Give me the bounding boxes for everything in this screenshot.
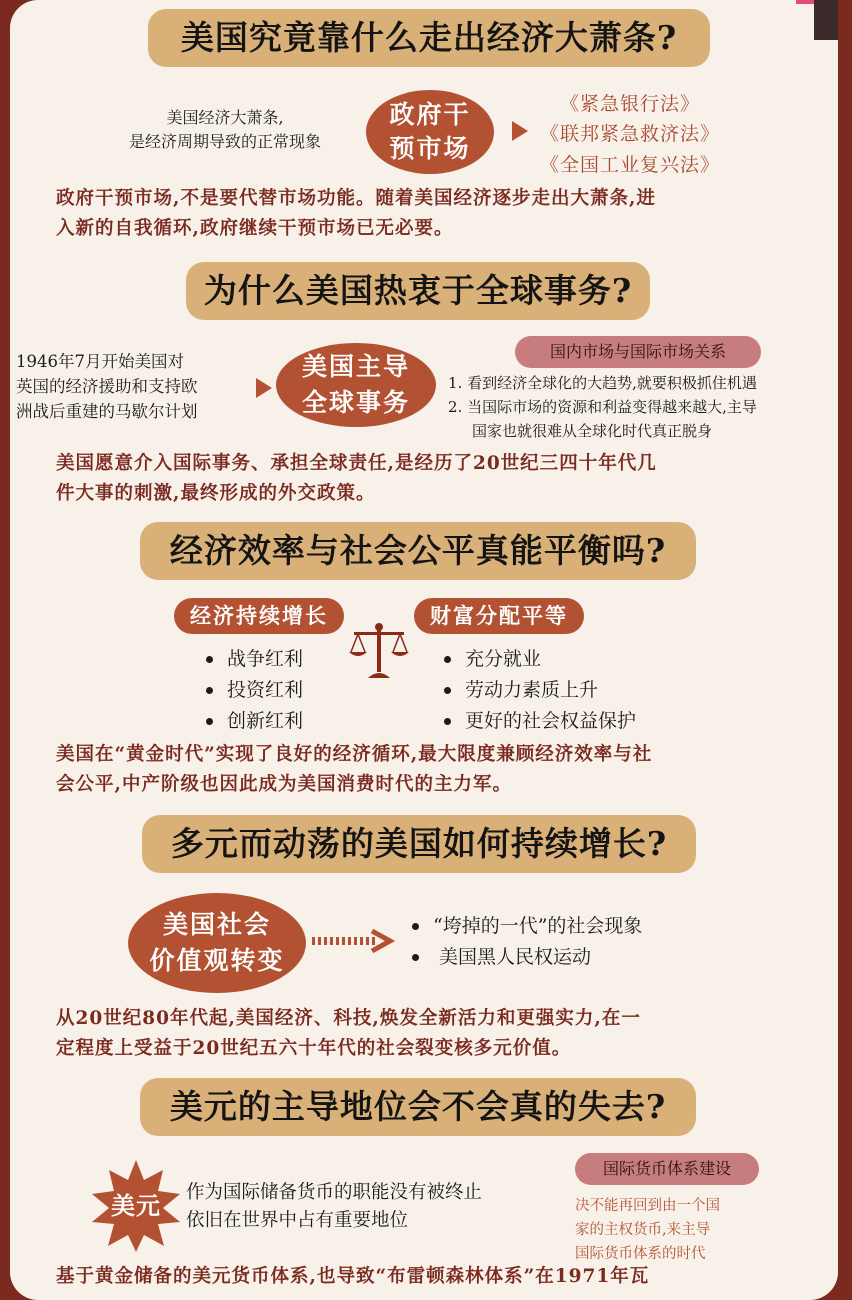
s3-left-list: [206, 644, 303, 737]
s5-para-line1: 基于黄金储备的美元货币体系,也导致“布雷顿森林体系”在1971年瓦: [56, 1266, 650, 1287]
s3-right-item-2: 劳动力素质上升: [465, 679, 599, 701]
s5-badge-text: 美元: [111, 1191, 161, 1220]
s1-para-line2: 入新的自我循环,政府继续干预市场已无必要。: [56, 218, 454, 239]
s3-left-item-2: 投资红利: [227, 679, 304, 701]
section-5-title: 美元的主导地位会不会真的失去?: [140, 1078, 696, 1136]
s5-line-2: 依旧在世界中占有重要地位: [186, 1210, 409, 1231]
s3-left-item-1: 战争红利: [227, 648, 304, 670]
list-item: [444, 706, 636, 737]
bullet-icon: [444, 718, 451, 725]
s2-circle-line2: 全球事务: [301, 388, 410, 417]
s5-monetary-pill: 国际货币体系建设: [575, 1153, 759, 1185]
s1-arrow-icon: [512, 121, 528, 141]
balance-scale-icon: [348, 622, 410, 680]
s2-paragraph: [56, 449, 816, 509]
section-1-title: 美国究竟靠什么走出经济大萧条?: [148, 9, 710, 67]
s3-right-item-3: 更好的社会权益保护: [465, 710, 637, 732]
s4-para-line1: 从20世纪80年代起,美国经济、科技,焕发全新活力和更强实力,在一: [56, 1008, 641, 1029]
s3-right-list: [444, 644, 636, 737]
s4-list: [412, 911, 642, 973]
bullet-icon: [206, 656, 213, 663]
section-3-title: 经济效率与社会公平真能平衡吗?: [140, 522, 696, 580]
s5-note-line2: 家的主权货币,来主导: [575, 1222, 711, 1238]
s2-point-2b: 国家也就很难从全球化时代真正脱身: [472, 422, 713, 440]
s2-point-1: 1. 看到经济全球化的大趋势,就要积极抓住机遇: [448, 374, 757, 392]
infographic-card: [10, 0, 838, 1300]
list-item: [412, 942, 642, 973]
s4-circle-values: [128, 893, 306, 993]
s5-line-1: 作为国际储备货币的职能没有被终止: [186, 1182, 483, 1203]
list-item: [206, 675, 303, 706]
s1-law-2: 《联邦紧急救济法》: [540, 123, 721, 145]
s1-circle-line1: 政府干: [389, 100, 471, 129]
s3-tag-equality: 财富分配平等: [414, 598, 584, 634]
s1-note-line2: 是经济周期导致的正常现象: [128, 132, 321, 151]
section-4-title: 多元而动荡的美国如何持续增长?: [142, 815, 696, 873]
corner-accent: [796, 0, 814, 4]
s5-paragraph: [56, 1262, 836, 1292]
bullet-icon: [444, 687, 451, 694]
s2-circle-global: [276, 343, 436, 427]
s3-paragraph: [56, 740, 816, 800]
s4-para-line2: 定程度上受益于20世纪五六十年代的社会裂变核多元价值。: [56, 1038, 572, 1059]
corner-decoration: [814, 0, 838, 40]
s5-note: [575, 1194, 720, 1266]
s4-paragraph: [56, 1004, 826, 1064]
bullet-icon: [206, 687, 213, 694]
s2-note-line1: 1946年7月开始美国对: [16, 352, 184, 371]
bullet-icon: [206, 718, 213, 725]
s2-market-pill: 国内市场与国际市场关系: [515, 336, 761, 368]
s1-law-3: 《全国工业复兴法》: [540, 154, 721, 176]
s3-tag-growth: 经济持续增长: [174, 598, 344, 634]
bullet-icon: [444, 656, 451, 663]
s3-para-line1: 美国在“黄金时代”实现了良好的经济循环,最大限度兼顾经济效率与社: [56, 744, 653, 765]
s4-circle-line2: 价值观转变: [149, 946, 285, 975]
list-item: [206, 644, 303, 675]
list-item: [412, 911, 642, 942]
s2-para-line2: 件大事的刺激,最终形成的外交政策。: [56, 483, 376, 504]
s1-para-line1: 政府干预市场,不是要代替市场功能。随着美国经济逐步走出大萧条,进: [56, 188, 656, 209]
s1-note-line1: 美国经济大萧条,: [166, 108, 284, 127]
s1-circle-line2: 预市场: [389, 134, 471, 163]
s3-left-item-3: 创新红利: [227, 710, 304, 732]
s2-para-line1: 美国愿意介入国际事务、承担全球责任,是经历了20世纪三四十年代几: [56, 453, 657, 474]
s2-points: [448, 371, 838, 443]
s4-circle-line1: 美国社会: [162, 910, 271, 939]
s4-item-1: “垮掉的一代”的社会现象: [433, 915, 643, 937]
s2-point-2a: 2. 当国际市场的资源和利益变得越来越大,主导: [448, 398, 757, 416]
s1-paragraph: [56, 184, 816, 244]
s5-note-line1: 决不能再回到由一个国: [575, 1198, 720, 1214]
list-item: [444, 675, 636, 706]
s2-circle-line1: 美国主导: [301, 352, 410, 381]
bullet-icon: [412, 954, 419, 961]
list-item: [206, 706, 303, 737]
section-2-title: 为什么美国热衷于全球事务?: [186, 262, 650, 320]
s3-para-line2: 会公平,中产阶级也因此成为美国消费时代的主力军。: [56, 774, 512, 795]
dashed-arrow-icon: [310, 928, 396, 954]
s1-note: [105, 106, 345, 154]
s2-note-line2: 英国的经济援助和支持欧: [16, 377, 198, 396]
s2-note-line3: 洲战后重建的马歇尔计划: [16, 402, 198, 421]
s5-note-line3: 国际货币体系的时代: [575, 1246, 706, 1262]
s1-circle-government: [366, 90, 494, 174]
s4-item-2: 美国黑人民权运动: [433, 946, 592, 968]
s1-law-1: 《紧急银行法》: [560, 93, 701, 115]
bullet-icon: [412, 923, 419, 930]
s3-right-item-1: 充分就业: [465, 648, 542, 670]
s2-note: [16, 349, 252, 424]
s2-arrow-icon: [256, 378, 272, 398]
s5-statements: [186, 1179, 482, 1235]
list-item: [444, 644, 636, 675]
